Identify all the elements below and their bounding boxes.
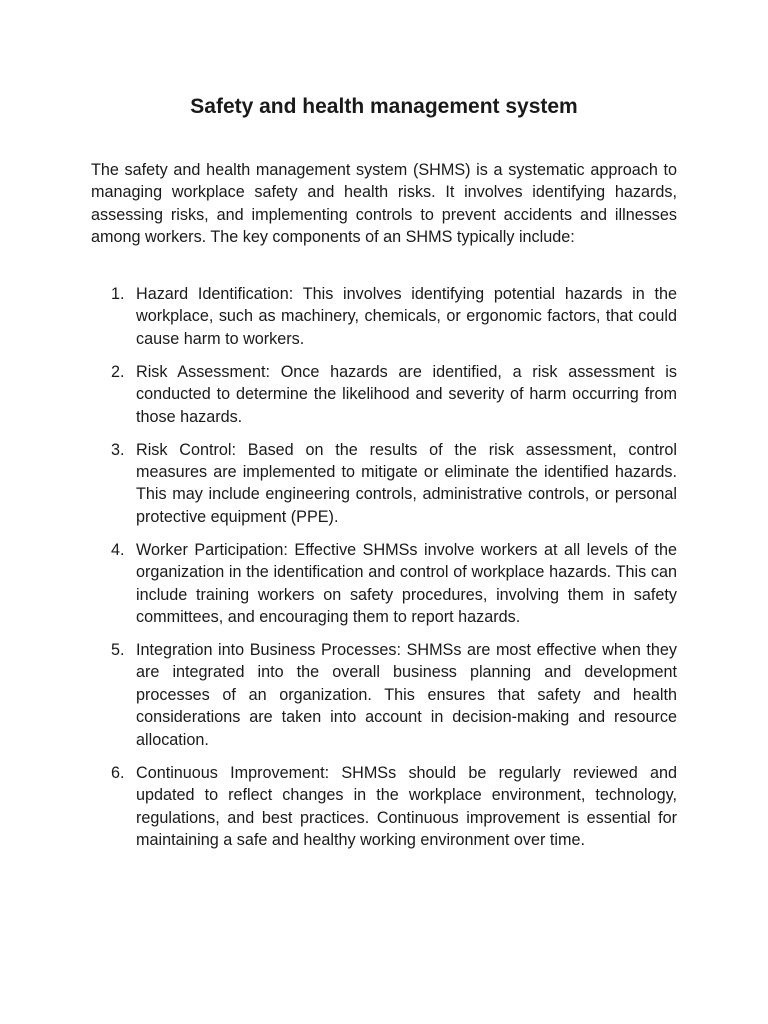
list-item (91, 762, 677, 852)
intro-paragraph: The safety and health management system (SHMS) is a systematic approach to managing workplace safety and health risks. It involves identifying hazards, assessing risks, and implementing controls to prevent accidents and illnesses among workers. The key components of an SHMS typically include: (91, 161, 677, 247)
list-item-text: Worker Participation: Effective SHMSs involve workers at all levels of the organization in the identification and control of workplace hazards. This can include training workers on safety procedures, involving them in safety committees, and encouraging them to report hazards. (136, 540, 677, 627)
list-item (91, 283, 677, 350)
list-item (91, 639, 677, 751)
list-item-text: Integration into Business Processes: SHMSs are most effective when they are integrated into the overall business planning and development processes of an organization. This ensures that safety and health considerations are taken into account in decision-making and resource allocation. (136, 641, 677, 749)
list-item-text: Risk Assessment: Once hazards are identified, a risk assessment is conducted to determine the likelihood and severity of harm occurring from those hazards. (136, 362, 677, 426)
list-item-text: Continuous Improvement: SHMSs should be regularly reviewed and updated to reflect changes in the workplace environment, technology, regulations, and best practices. Continuous improvement is essential for maintaining a safe and healthy working environment over time. (136, 763, 677, 849)
list-item-number: 5. (111, 641, 125, 660)
list-item-text: Risk Control: Based on the results of the risk assessment, control measures are implemented to mitigate or eliminate the identified hazards. This may include engineering controls, administrative controls, or personal protective equipment (PPE). (136, 440, 677, 526)
component-list (91, 283, 677, 862)
list-item-text: Hazard Identification: This involves identifying potential hazards in the workplace, such as machinery, chemicals, or ergonomic factors, that could cause harm to workers. (136, 285, 677, 348)
document-title: Safety and health management system (190, 95, 578, 118)
list-item (91, 439, 677, 529)
list-item (91, 539, 677, 629)
list-item (91, 361, 677, 428)
list-item-number: 2. (111, 362, 125, 381)
list-item-number: 4. (111, 540, 125, 559)
list-item-number: 6. (111, 763, 125, 782)
list-item-number: 3. (111, 440, 125, 459)
list-item-number: 1. (111, 285, 125, 303)
